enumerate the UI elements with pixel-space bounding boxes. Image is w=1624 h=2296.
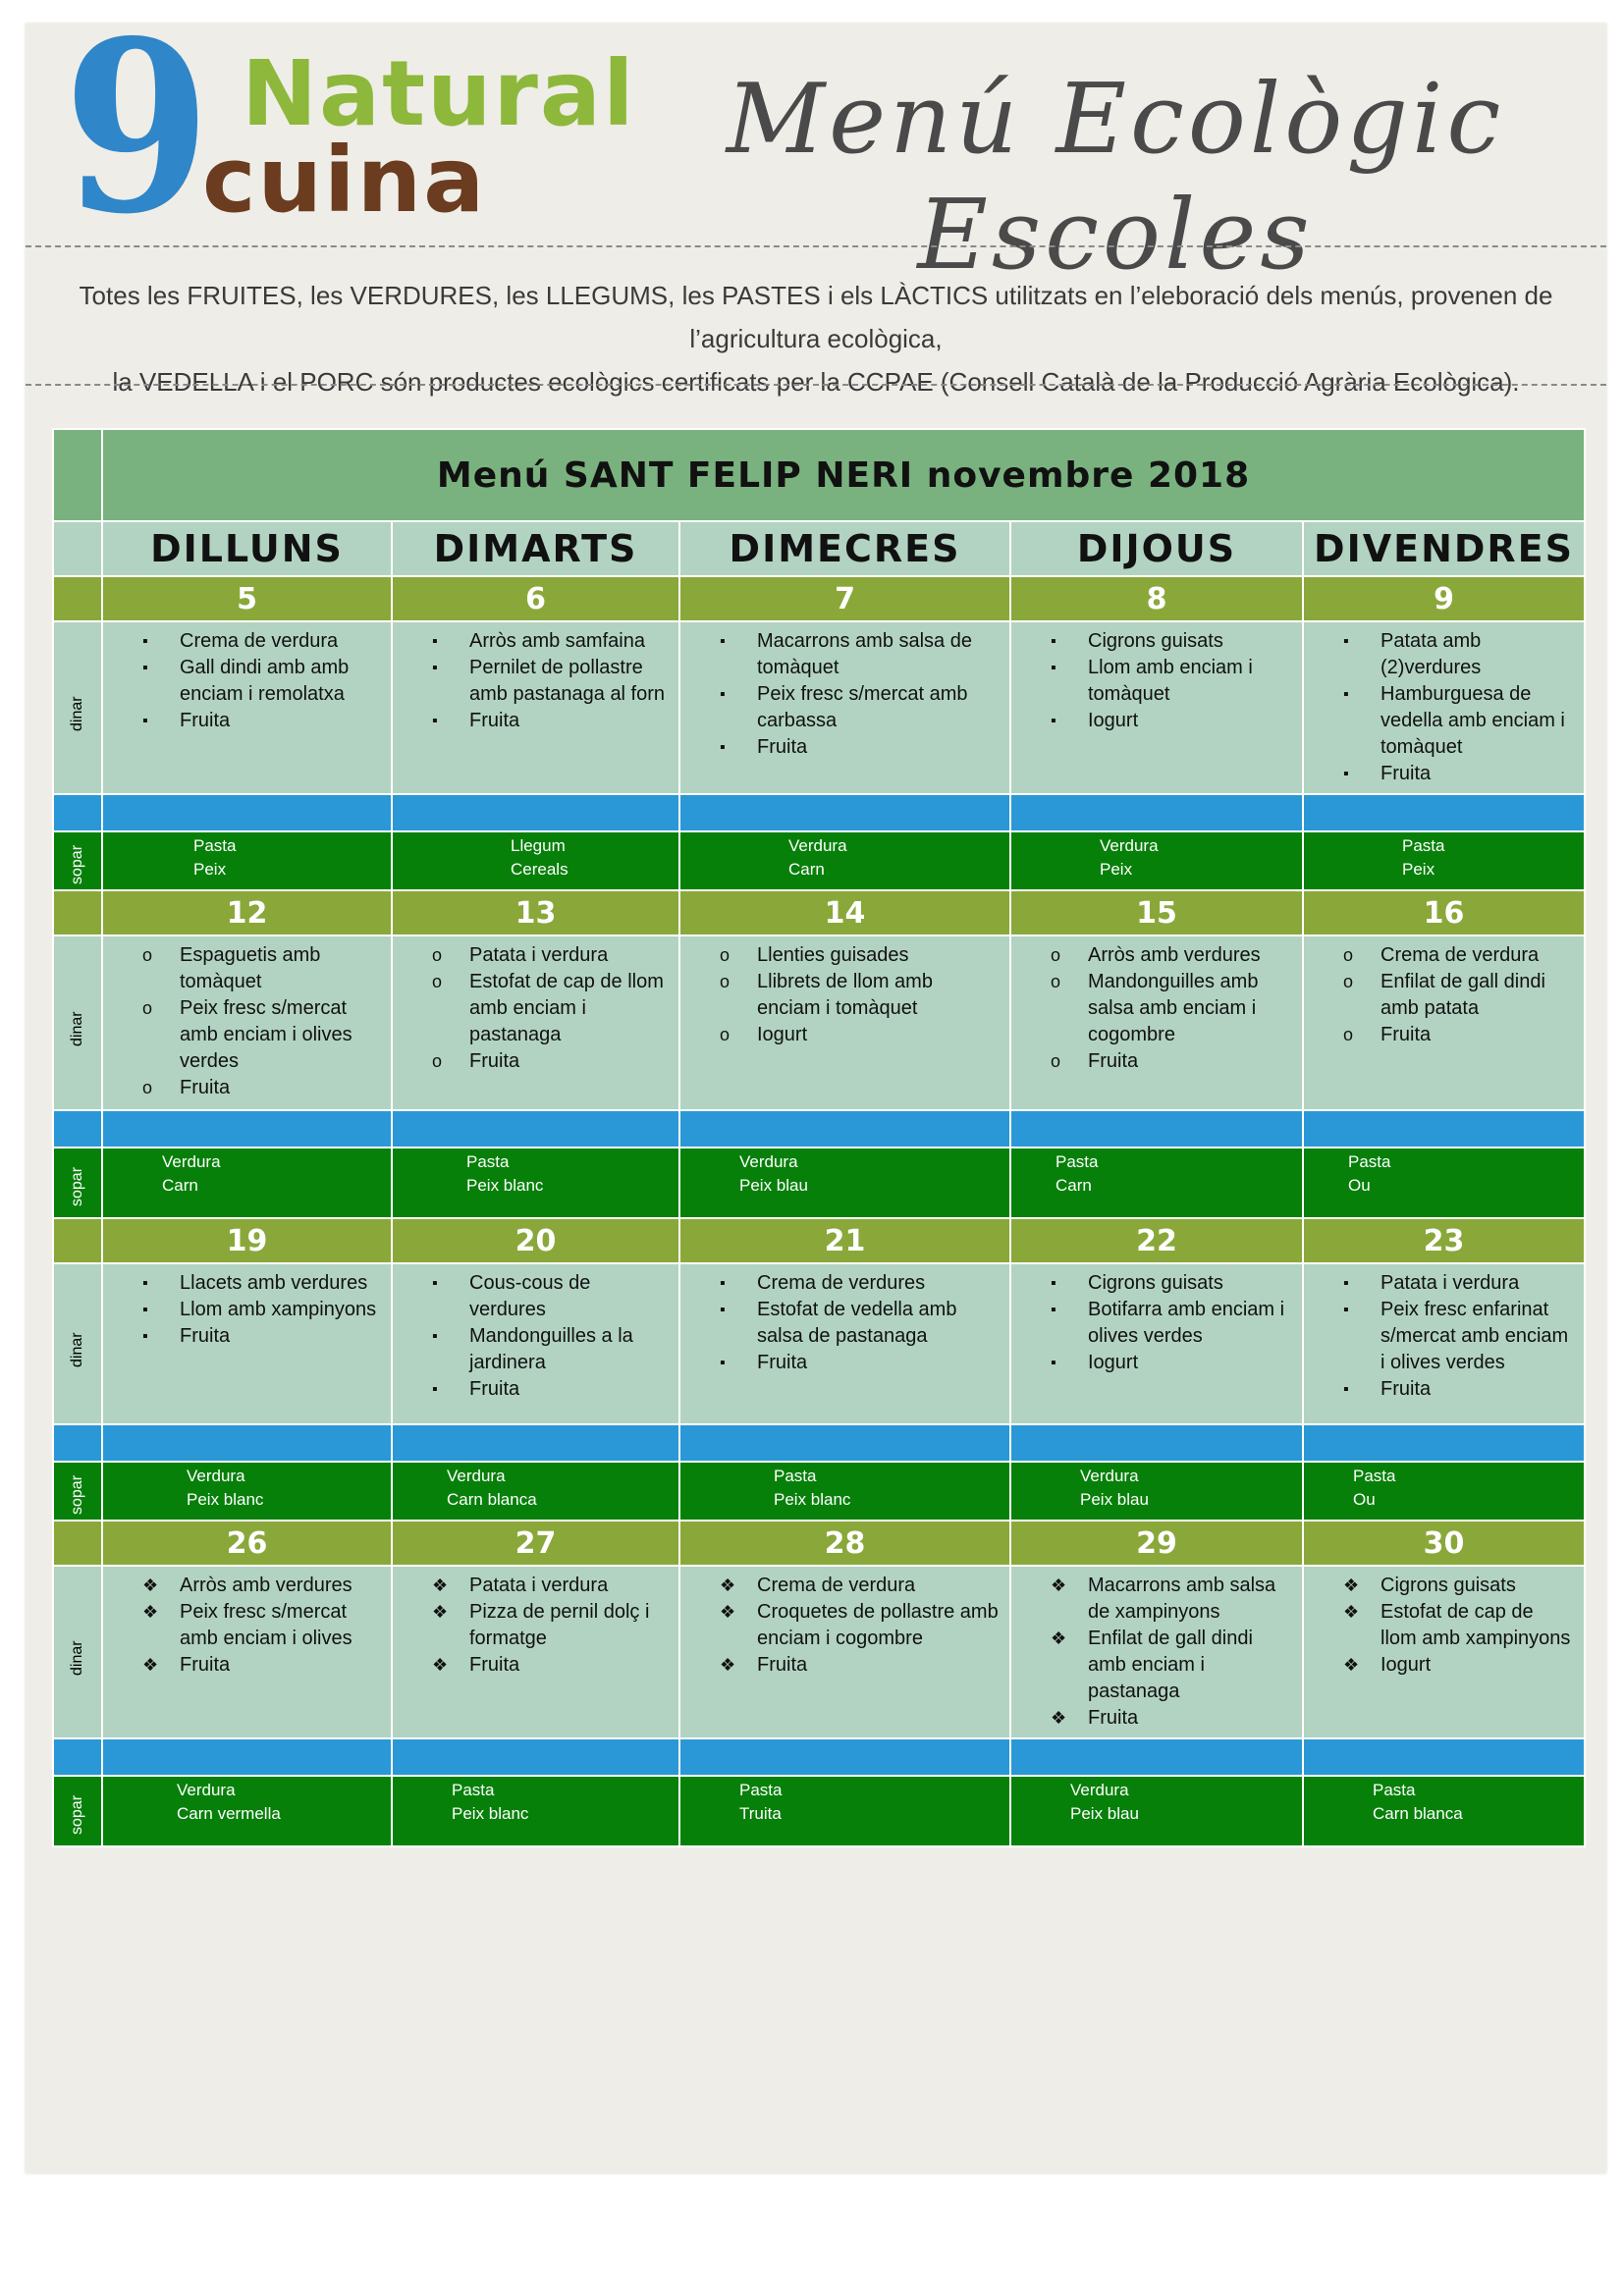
dinar-label-cell xyxy=(53,935,102,1110)
dish-item: o Mandonguilles amb salsa amb enciam i cogombre xyxy=(1051,969,1292,1048)
dish-list xyxy=(1304,1270,1584,1403)
dish-item: ❖ Fruita xyxy=(142,1652,381,1679)
dish-item: ❖ Fruita xyxy=(432,1652,669,1679)
gap-cell xyxy=(392,794,679,831)
logo-cuina: cuina xyxy=(202,128,487,233)
sopar-item: Peix blanc xyxy=(466,1176,544,1195)
divider-bottom xyxy=(26,384,1606,386)
dish-list xyxy=(680,1270,1009,1376)
date-cell: 21 xyxy=(679,1218,1010,1263)
gap-cell xyxy=(679,1738,1010,1776)
sopar-label-cell xyxy=(53,831,102,890)
dish-list xyxy=(393,628,678,734)
dish-item: ▪ Llom amb xampinyons xyxy=(142,1297,381,1323)
sopar-item: Carn xyxy=(162,1176,198,1195)
sopar-item: Peix blanc xyxy=(187,1490,264,1509)
date-row-side xyxy=(53,1521,102,1566)
dish-item: o Llenties guisades xyxy=(720,942,1000,969)
gap-cell xyxy=(1303,794,1585,831)
sopar-label: sopar xyxy=(69,1166,85,1206)
dish-list xyxy=(1011,942,1302,1075)
sopar-item: Peix xyxy=(193,860,227,879)
gap-cell xyxy=(1010,1110,1303,1148)
dish-item: ▪ Crema de verdura xyxy=(142,628,381,655)
date-cell: 19 xyxy=(102,1218,392,1263)
sopar-item: Carn xyxy=(788,860,825,879)
dish-item: ▪ Patata amb (2)verdures xyxy=(1343,628,1574,681)
sopar-item: Carn blanca xyxy=(447,1490,537,1509)
dish-list xyxy=(1304,1573,1584,1679)
divider-top xyxy=(26,245,1606,247)
date-cell: 28 xyxy=(679,1521,1010,1566)
sopar-item: Peix blau xyxy=(1070,1804,1139,1823)
date-row-side xyxy=(53,576,102,621)
dish-item: ❖ Iogurt xyxy=(1343,1652,1574,1679)
dinar-cell xyxy=(679,1263,1010,1424)
sopar-item: Verdura xyxy=(1080,1467,1139,1485)
date-row-side xyxy=(53,1218,102,1263)
dish-item: ▪ Fruita xyxy=(142,1323,381,1350)
sopar-item: Pasta xyxy=(1373,1781,1416,1799)
day-header-wednesday: DIMECRES xyxy=(679,521,1010,576)
sopar-item: Verdura xyxy=(162,1152,221,1171)
dish-item: ❖ Crema de verdura xyxy=(720,1573,1000,1599)
sopar-cell xyxy=(102,1148,392,1218)
dish-list xyxy=(103,1270,391,1350)
gap-cell xyxy=(1010,1738,1303,1776)
gap-cell xyxy=(679,1110,1010,1148)
dish-item: o Arròs amb verdures xyxy=(1051,942,1292,969)
dish-item: o Crema de verdura xyxy=(1343,942,1574,969)
gap-cell xyxy=(679,1424,1010,1462)
dish-item: ▪ Macarrons amb salsa de tomàquet xyxy=(720,628,1000,681)
dish-item: ▪ Fruita xyxy=(142,708,381,734)
logo-natural: Natural xyxy=(242,41,636,146)
dish-list xyxy=(1304,942,1584,1048)
dinar-cell xyxy=(679,935,1010,1110)
sopar-item: Carn vermella xyxy=(177,1804,281,1823)
dish-list xyxy=(393,1573,678,1679)
sopar-item: Llegum xyxy=(511,836,566,855)
sopar-label: sopar xyxy=(69,1474,85,1515)
dish-item: ▪ Patata i verdura xyxy=(1343,1270,1574,1297)
dish-item: ❖ Pizza de pernil dolç i formatge xyxy=(432,1599,669,1652)
dinar-cell xyxy=(679,621,1010,794)
day-header-tuesday: DIMARTS xyxy=(392,521,679,576)
dinar-cell xyxy=(392,935,679,1110)
gap-cell xyxy=(102,1738,392,1776)
date-row-side xyxy=(53,890,102,935)
dinar-cell xyxy=(1303,621,1585,794)
dinar-label: dinar xyxy=(69,1640,85,1676)
dish-item: ▪ Estofat de vedella amb salsa de pastanaga xyxy=(720,1297,1000,1350)
dish-item: o Estofat de cap de llom amb enciam i pastanaga xyxy=(432,969,669,1048)
dish-item: ▪ Mandonguilles a la jardinera xyxy=(432,1323,669,1376)
dish-item: ▪ Fruita xyxy=(720,734,1000,761)
gap-side xyxy=(53,794,102,831)
sopar-item: Carn xyxy=(1056,1176,1092,1195)
dinar-cell xyxy=(392,1263,679,1424)
dinar-cell xyxy=(102,621,392,794)
sopar-cell xyxy=(679,1148,1010,1218)
dish-item: o Fruita xyxy=(432,1048,669,1075)
sopar-cell xyxy=(102,1462,392,1521)
sopar-item: Verdura xyxy=(447,1467,506,1485)
sopar-cell xyxy=(679,1776,1010,1846)
sopar-item: Pasta xyxy=(1348,1152,1391,1171)
dish-item: ▪ Fruita xyxy=(720,1350,1000,1376)
dish-item: ▪ Hamburguesa de vedella amb enciam i tomàquet xyxy=(1343,681,1574,761)
dish-item: o Patata i verdura xyxy=(432,942,669,969)
dish-item: ▪ Crema de verdures xyxy=(720,1270,1000,1297)
dish-item: o Enfilat de gall dindi amb patata xyxy=(1343,969,1574,1022)
dish-list xyxy=(1011,628,1302,734)
dish-item: ❖ Patata i verdura xyxy=(432,1573,669,1599)
dish-item: ▪ Peix fresc enfarinat s/mercat amb enciam i olives verdes xyxy=(1343,1297,1574,1376)
dish-item: ❖ Cigrons guisats xyxy=(1343,1573,1574,1599)
script-title: Menú Ecològic Escoles xyxy=(726,64,1505,292)
dish-item: ▪ Iogurt xyxy=(1051,1350,1292,1376)
date-cell: 9 xyxy=(1303,576,1585,621)
dinar-cell xyxy=(1010,621,1303,794)
dish-list xyxy=(1011,1270,1302,1376)
sopar-item: Pasta xyxy=(193,836,237,855)
dish-item: ▪ Fruita xyxy=(432,708,669,734)
dinar-cell xyxy=(392,1566,679,1738)
logo-nine: 9 xyxy=(63,24,211,266)
intro-line-1: Totes les FRUITES, les VERDURES, les LLEGUMS, les PASTES i els LÀCTICS utilitzats en l’eleboració dels menús, provenen de l’agricultura ecològica, xyxy=(79,281,1553,353)
dish-item: ▪ Iogurt xyxy=(1051,708,1292,734)
sopar-cell xyxy=(392,1776,679,1846)
dinar-cell xyxy=(1303,935,1585,1110)
dish-item: ❖ Croquetes de pollastre amb enciam i cogombre xyxy=(720,1599,1000,1652)
dish-item: o Peix fresc s/mercat amb enciam i olives verdes xyxy=(142,995,381,1075)
date-cell: 5 xyxy=(102,576,392,621)
date-cell: 22 xyxy=(1010,1218,1303,1263)
dinar-cell xyxy=(1010,935,1303,1110)
dish-item: ❖ Arròs amb verdures xyxy=(142,1573,381,1599)
corner-cell xyxy=(53,429,102,521)
sopar-item: Truita xyxy=(739,1804,782,1823)
dinar-cell xyxy=(1303,1263,1585,1424)
dish-item: o Iogurt xyxy=(720,1022,1000,1048)
gap-cell xyxy=(1303,1424,1585,1462)
sopar-cell xyxy=(679,1462,1010,1521)
sopar-cell xyxy=(1010,831,1303,890)
gap-cell xyxy=(102,1424,392,1462)
gap-cell xyxy=(1303,1110,1585,1148)
sopar-item: Verdura xyxy=(177,1781,236,1799)
dish-list xyxy=(680,628,1009,761)
date-cell: 29 xyxy=(1010,1521,1303,1566)
date-cell: 15 xyxy=(1010,890,1303,935)
sopar-label-cell xyxy=(53,1776,102,1846)
date-cell: 12 xyxy=(102,890,392,935)
dinar-label: dinar xyxy=(69,1332,85,1367)
sopar-label: sopar xyxy=(69,844,85,884)
date-cell: 13 xyxy=(392,890,679,935)
dinar-label: dinar xyxy=(69,696,85,731)
dish-item: ▪ Fruita xyxy=(432,1376,669,1403)
dish-item: ▪ Cigrons guisats xyxy=(1051,1270,1292,1297)
dish-item: ▪ Cous-cous de verdures xyxy=(432,1270,669,1323)
date-cell: 27 xyxy=(392,1521,679,1566)
sopar-item: Pasta xyxy=(466,1152,510,1171)
sopar-cell xyxy=(1303,1148,1585,1218)
sopar-cell xyxy=(1303,1776,1585,1846)
dish-item: ▪ Gall dindi amb amb enciam i remolatxa xyxy=(142,655,381,708)
dish-list xyxy=(103,628,391,734)
dinar-label: dinar xyxy=(69,1011,85,1046)
dinar-cell xyxy=(102,935,392,1110)
dish-item: ▪ Llom amb enciam i tomàquet xyxy=(1051,655,1292,708)
gap-cell xyxy=(392,1110,679,1148)
dish-item: o Fruita xyxy=(142,1075,381,1101)
sopar-label-cell xyxy=(53,1148,102,1218)
gap-side xyxy=(53,1110,102,1148)
dish-item: ▪ Cigrons guisats xyxy=(1051,628,1292,655)
sopar-item: Pasta xyxy=(1402,836,1445,855)
sopar-cell xyxy=(392,1462,679,1521)
date-cell: 14 xyxy=(679,890,1010,935)
dinar-cell xyxy=(1010,1263,1303,1424)
dinar-label-cell xyxy=(53,621,102,794)
date-cell: 20 xyxy=(392,1218,679,1263)
dish-list xyxy=(393,1270,678,1403)
dish-list xyxy=(103,942,391,1101)
dish-list xyxy=(393,942,678,1075)
sopar-cell xyxy=(102,831,392,890)
sopar-item: Cereals xyxy=(511,860,568,879)
sopar-item: Pasta xyxy=(1353,1467,1396,1485)
sopar-item: Verdura xyxy=(1100,836,1159,855)
day-header-monday: DILLUNS xyxy=(102,521,392,576)
gap-side xyxy=(53,1424,102,1462)
dish-item: ▪ Arròs amb samfaina xyxy=(432,628,669,655)
sopar-cell xyxy=(679,831,1010,890)
sopar-cell xyxy=(1303,831,1585,890)
sopar-item: Verdura xyxy=(739,1152,798,1171)
dish-item: ❖ Macarrons amb salsa de xampinyons xyxy=(1051,1573,1292,1626)
gap-cell xyxy=(1010,794,1303,831)
date-cell: 16 xyxy=(1303,890,1585,935)
day-header-thursday: DIJOUS xyxy=(1010,521,1303,576)
day-header-side xyxy=(53,521,102,576)
date-cell: 26 xyxy=(102,1521,392,1566)
dish-list xyxy=(103,1573,391,1679)
sopar-item: Peix blanc xyxy=(452,1804,529,1823)
sopar-item: Pasta xyxy=(452,1781,495,1799)
dish-item: ▪ Fruita xyxy=(1343,1376,1574,1403)
brand-logo xyxy=(55,24,644,266)
menu-title: Menú SANT FELIP NERI novembre 2018 xyxy=(102,429,1585,521)
sopar-item: Carn blanca xyxy=(1373,1804,1463,1823)
dinar-cell xyxy=(392,621,679,794)
dish-item: ▪ Botifarra amb enciam i olives verdes xyxy=(1051,1297,1292,1350)
dish-list xyxy=(680,942,1009,1048)
gap-cell xyxy=(392,1424,679,1462)
date-cell: 6 xyxy=(392,576,679,621)
sopar-item: Peix blau xyxy=(1080,1490,1149,1509)
gap-side xyxy=(53,1738,102,1776)
sopar-item: Pasta xyxy=(774,1467,817,1485)
dish-list xyxy=(680,1573,1009,1679)
sopar-item: Peix blau xyxy=(739,1176,808,1195)
date-cell: 30 xyxy=(1303,1521,1585,1566)
date-cell: 23 xyxy=(1303,1218,1585,1263)
menu-table xyxy=(52,428,1586,1847)
dish-item: o Espaguetis amb tomàquet xyxy=(142,942,381,995)
sopar-item: Peix xyxy=(1402,860,1435,879)
sopar-cell xyxy=(1303,1462,1585,1521)
sopar-item: Verdura xyxy=(1070,1781,1129,1799)
dish-item: o Fruita xyxy=(1343,1022,1574,1048)
sopar-cell xyxy=(1010,1462,1303,1521)
sopar-cell xyxy=(392,1148,679,1218)
gap-cell xyxy=(102,794,392,831)
dinar-cell xyxy=(1303,1566,1585,1738)
gap-cell xyxy=(102,1110,392,1148)
intro-line-2: la VEDELLA i el PORC són productes ecològics certificats per la CCPAE (Consell Català de la Producció Agrària Ecològica). xyxy=(112,367,1520,397)
dinar-cell xyxy=(1010,1566,1303,1738)
date-cell: 8 xyxy=(1010,576,1303,621)
sopar-item: Peix xyxy=(1100,860,1133,879)
gap-cell xyxy=(1010,1424,1303,1462)
sopar-item: Verdura xyxy=(788,836,847,855)
dinar-cell xyxy=(102,1566,392,1738)
sopar-item: Peix blanc xyxy=(774,1490,851,1509)
dinar-label-cell xyxy=(53,1566,102,1738)
dinar-cell xyxy=(679,1566,1010,1738)
date-cell: 7 xyxy=(679,576,1010,621)
sopar-cell xyxy=(1010,1148,1303,1218)
sopar-item: Ou xyxy=(1348,1176,1371,1195)
dish-item: ▪ Pernilet de pollastre amb pastanaga al forn xyxy=(432,655,669,708)
dish-item: ▪ Llacets amb verdures xyxy=(142,1270,381,1297)
dish-item: ❖ Fruita xyxy=(1051,1705,1292,1732)
dish-item: o Fruita xyxy=(1051,1048,1292,1075)
sopar-cell xyxy=(1010,1776,1303,1846)
sopar-item: Verdura xyxy=(187,1467,245,1485)
sopar-label: sopar xyxy=(69,1794,85,1835)
dish-item: ❖ Peix fresc s/mercat amb enciam i olives xyxy=(142,1599,381,1652)
sopar-label-cell xyxy=(53,1462,102,1521)
sopar-item: Pasta xyxy=(739,1781,783,1799)
day-header-friday: DIVENDRES xyxy=(1303,521,1585,576)
sopar-cell xyxy=(392,831,679,890)
dinar-cell xyxy=(102,1263,392,1424)
dish-item: o Llibrets de llom amb enciam i tomàquet xyxy=(720,969,1000,1022)
gap-cell xyxy=(679,794,1010,831)
gap-cell xyxy=(1303,1738,1585,1776)
gap-cell xyxy=(392,1738,679,1776)
dish-list xyxy=(1304,628,1584,787)
dinar-label-cell xyxy=(53,1263,102,1424)
dish-item: ❖ Estofat de cap de llom amb xampinyons xyxy=(1343,1599,1574,1652)
dish-item: ❖ Fruita xyxy=(720,1652,1000,1679)
dish-item: ▪ Peix fresc s/mercat amb carbassa xyxy=(720,681,1000,734)
dish-list xyxy=(1011,1573,1302,1732)
sopar-cell xyxy=(102,1776,392,1846)
sopar-item: Ou xyxy=(1353,1490,1376,1509)
sopar-item: Pasta xyxy=(1056,1152,1099,1171)
dish-item: ❖ Enfilat de gall dindi amb enciam i pastanaga xyxy=(1051,1626,1292,1705)
dish-item: ▪ Fruita xyxy=(1343,761,1574,787)
